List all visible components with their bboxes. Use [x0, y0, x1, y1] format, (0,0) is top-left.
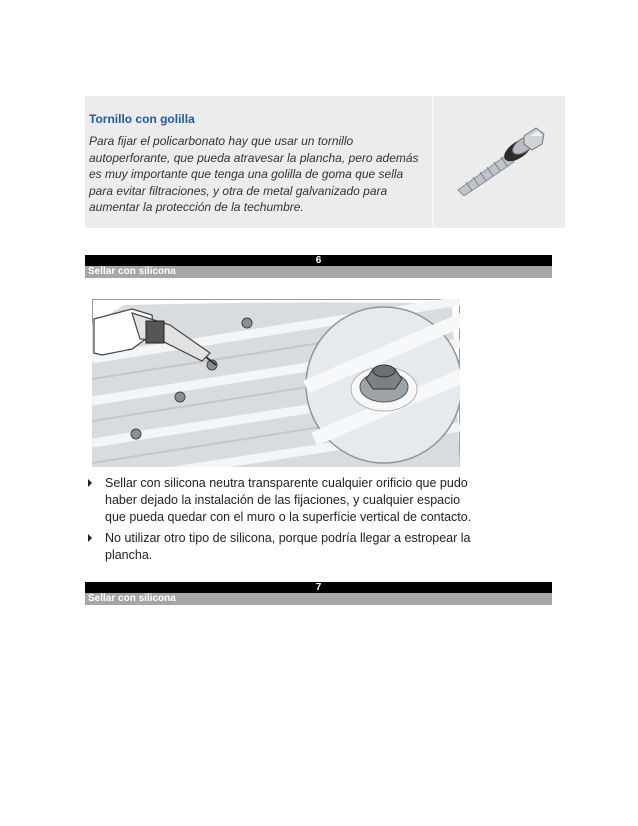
bullet-arrow-icon	[88, 479, 92, 487]
info-title: Tornillo con golilla	[89, 112, 195, 126]
list-item	[88, 475, 478, 526]
instruction-list	[88, 475, 478, 568]
info-body: Para fijar el policarbonato hay que usar un tornillo autoperforante, que pueda atravesar la plancha, pero además es muy importante que tenga una golilla de goma que sella para evitar filtraciones, y otra de metal galvanizado para aumentar la protección de la techumbre.	[89, 134, 419, 214]
step-label: Sellar con silicona	[85, 593, 552, 605]
screw-image	[452, 116, 562, 196]
info-box-divider	[432, 96, 434, 228]
list-item	[88, 530, 478, 564]
step-label: Sellar con silicona	[85, 266, 552, 278]
list-item-text: Sellar con silicona neutra transparente cualquier orificio que pudo haber dejado la instalación de las fijaciones, y cualquier espacio que pueda quedar con el muro o la superfície vertical de contacto.	[105, 476, 472, 524]
sealing-illustration	[92, 299, 460, 467]
list-item-text: No utilizar otro tipo de silicona, porque podría llegar a estropear la plancha.	[105, 531, 471, 562]
bullet-arrow-icon	[88, 534, 92, 542]
step-number: 7	[315, 582, 322, 593]
step-number: 6	[315, 255, 322, 266]
